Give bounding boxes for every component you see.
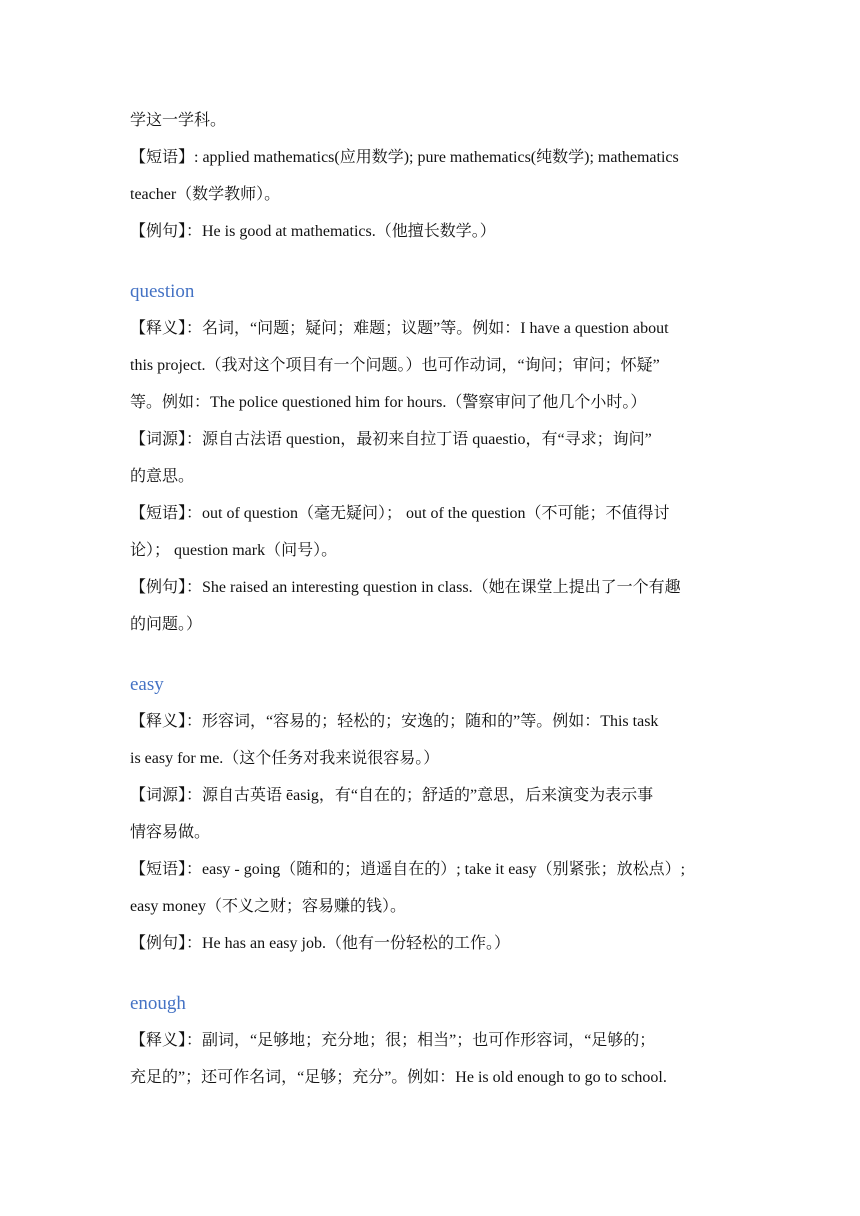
headword: enough [130, 993, 186, 1014]
paragraph-line: 【释义】：名词，“问题；疑问；难题；议题”等。例如：I have a question about [130, 320, 669, 337]
paragraph-line: 论）； question mark（问号）。 [130, 542, 338, 559]
headword: easy [130, 674, 164, 695]
paragraph-line: 等。例如：The police questioned him for hours.（警察审问了他几个小时。） [130, 394, 647, 411]
paragraph-line: is easy for me.（这个任务对我来说很容易。） [130, 750, 440, 767]
paragraph-line: 【词源】：源自古法语 question，最初来自拉丁语 quaestio，有“寻求；询问” [130, 431, 652, 448]
entry-easy [130, 667, 730, 962]
paragraph-line: 【词源】：源自古英语 ēasig，有“自在的；舒适的”意思，后来演变为表示事 [130, 787, 654, 804]
paragraph-line: 学这一学科。 [130, 112, 227, 129]
paragraph-line: 【释义】：副词，“足够地；充分地；很；相当”；也可作形容词，“足够的； [130, 1032, 656, 1049]
entry-enough [130, 986, 730, 1096]
paragraph-line: 【释义】：形容词，“容易的；轻松的；安逸的；随和的”等。例如：This task [130, 713, 659, 730]
intro-section [130, 102, 730, 250]
headword: question [130, 281, 195, 302]
paragraph-line: 情容易做。 [130, 824, 211, 841]
paragraph-line: teacher（数学教师）。 [130, 186, 281, 203]
paragraph-line: easy money（不义之财；容易赚的钱）。 [130, 898, 406, 915]
paragraph-line: 的问题。） [130, 616, 203, 633]
paragraph-line: this project.（我对这个项目有一个问题。）也可作动词，“询问；审问；怀疑” [130, 357, 660, 374]
paragraph-line: 的意思。 [130, 468, 195, 485]
paragraph-line: 【短语】：easy - going（随和的；逍遥自在的）; take it easy（别紧张；放松点）; [130, 861, 686, 878]
paragraph-line: 【短语】：out of question（毫无疑问）； out of the question（不可能；不值得讨 [130, 505, 670, 522]
paragraph-line: 【例句】：She raised an interesting question in class.（她在课堂上提出了一个有趣 [130, 579, 681, 596]
paragraph-line: 【例句】：He has an easy job.（他有一份轻松的工作。） [130, 935, 510, 952]
paragraph-line: 【短语】: applied mathematics(应用数学); pure mathematics(纯数学); mathematics [130, 149, 679, 166]
paragraph-line: 充足的”；还可作名词，“足够；充分”。例如：He is old enough to go to school. [130, 1069, 667, 1086]
entry-question [130, 274, 730, 643]
paragraph-line: 【例句】：He is good at mathematics.（他擅长数学。） [130, 223, 496, 240]
